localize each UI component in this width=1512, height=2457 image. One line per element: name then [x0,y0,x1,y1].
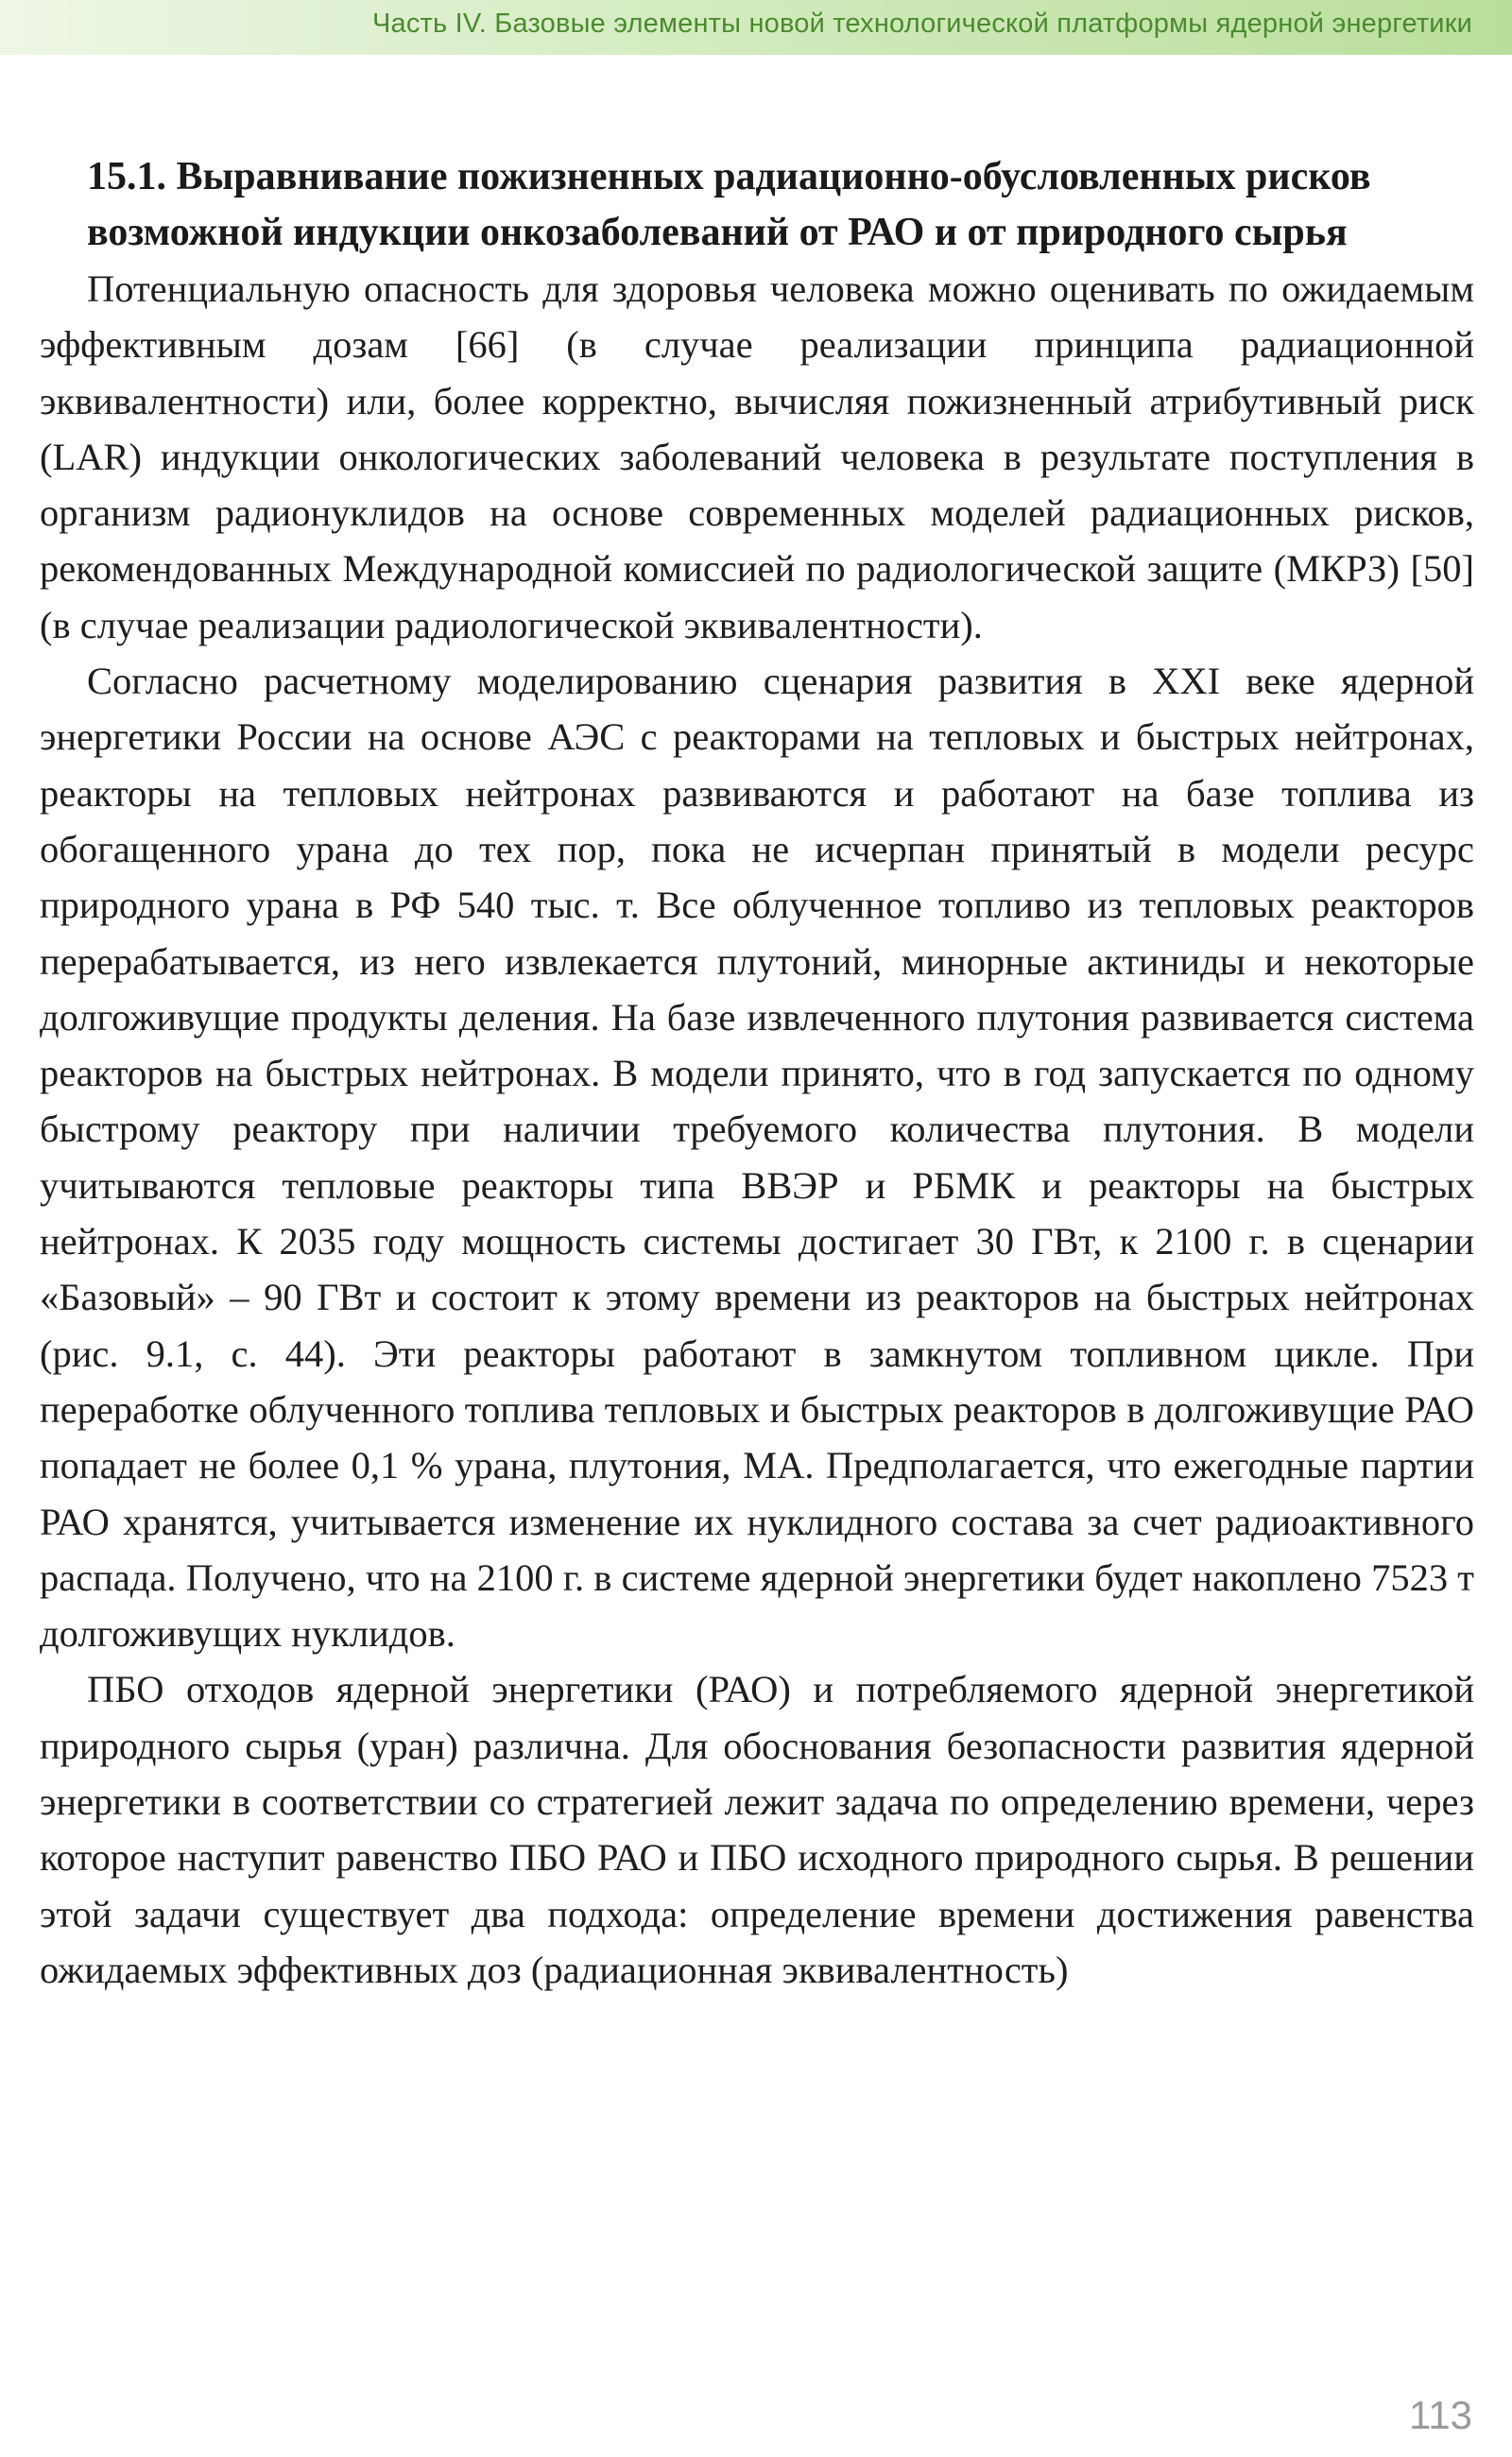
section-heading-line-1: 15.1. Выравнивание пожизненных радиационно-обусловленных рисков [87,155,1371,198]
page-number: 113 [1409,2393,1472,2437]
section-heading [40,149,1474,261]
section-heading-line-2: возможной индукции онкозаболеваний от РАО и от природного сырья [87,211,1348,254]
running-header-title: Часть IV. Базовые элементы новой технологической платформы ядерной энергетики [371,9,1472,39]
running-header-band [0,0,1512,55]
paragraph-2: Согласно расчетному моделированию сценария развития в XXI веке ядерной энергетики России на основе АЭС с реакторами на тепловых и быстрых нейтронах, реакторы на тепловых нейтронах развиваются и работают на базе топлива из обогащенного урана до тех пор, пока не исчерпан принятый в модели ресурс природного урана в РФ 540 тыс. т. Все облученное топливо из тепловых реакторов перерабатывается, из него извлекается плутоний, минорные актиниды и некоторые долгоживущие продукты деления. На базе извлеченного плутония развивается система реакторов на быстрых нейтронах. В модели принято, что в год запускается по одному быстрому реактору при наличии требуемого количества плутония. В модели учитываются тепловые реакторы типа ВВЭР и РБМК и реакторы на быстрых нейтронах. К 2035 году мощность системы достигает 30 ГВт, к 2100 г. в сценарии «Базовый» – 90 ГВт и состоит к этому времени из реакторов на быстрых нейтронах (рис. 9.1, с. 44). Эти реакторы работают в замкнутом топливном цикле. При переработке облученного топлива тепловых и быстрых реакторов в долгоживущие РАО попадает не более 0,1 % урана, плутония, МА. Предполагается, что ежегодные партии РАО хранятся, учитывается изменение их нуклидного состава за счет радиоактивного распада. Получено, что на 2100 г. в системе ядерной энергетики будет накоплено 7523 т долгоживущих нуклидов. [40,660,1474,1656]
page-body [40,149,1474,1998]
paragraph-3: ПБО отходов ядерной энергетики (РАО) и потребляемого ядерной энергетикой природного сырья (уран) различна. Для обоснования безопасности развития ядерной энергетики в соответствии со стратегией лежит задача по определению времени, через которое наступит равенство ПБО РАО и ПБО исходного природного сырья. В решении этой задачи существует два подхода: определение времени достижения равенства ожидаемых эффективных доз (радиационная эквивалентность) [40,1668,1474,1991]
paragraph-1: Потенциальную опасность для здоровья человека можно оценивать по ожидаемым эффективным дозам [66] (в случае реализации принципа радиационной эквивалентности) или, более корректно, вычисляя пожизненный атрибутивный риск (LAR) индукции онкологических заболеваний человека в результате поступления в организм радионуклидов на основе современных моделей радиационных рисков, рекомендованных Международной комиссией по радиологической защите (МКРЗ) [50] (в случае реализации радиологической эквивалентности). [40,267,1474,646]
